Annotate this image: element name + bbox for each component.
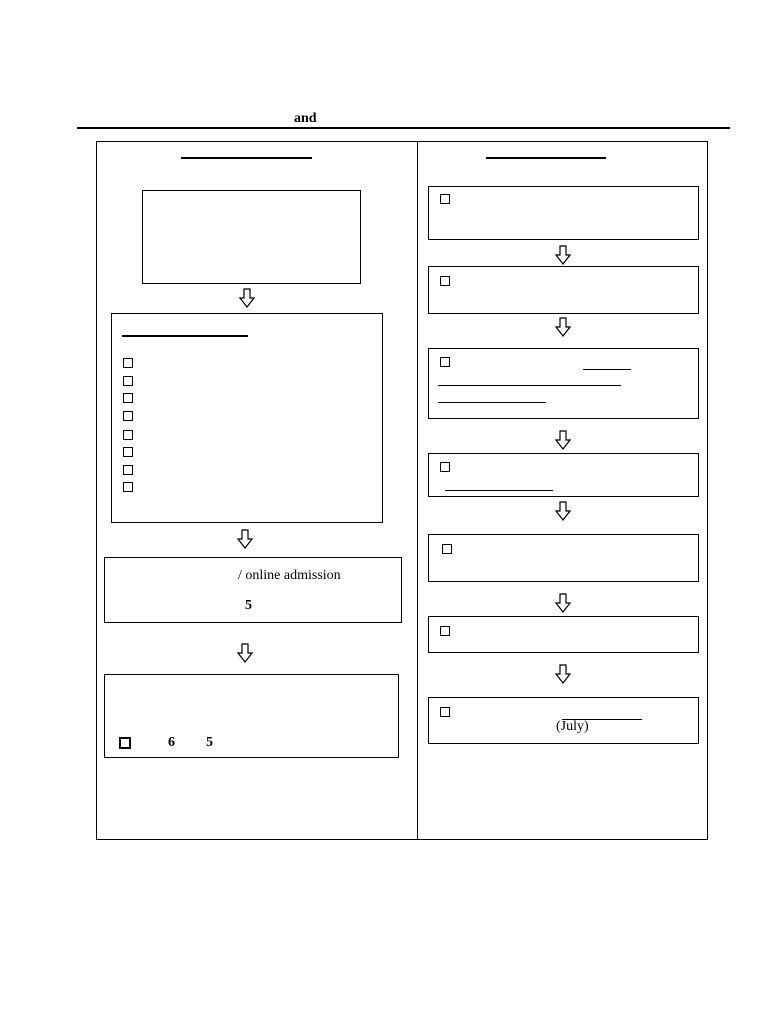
checkbox-icon[interactable] <box>123 465 133 475</box>
checkbox-icon[interactable] <box>123 358 133 368</box>
left-step-box-4 <box>104 674 399 758</box>
header-title-fragment: and <box>294 111 317 126</box>
down-arrow-icon <box>555 593 571 613</box>
down-arrow-icon <box>555 501 571 521</box>
number-b: 5 <box>206 735 213 750</box>
down-arrow-icon <box>555 245 571 265</box>
step-number: 5 <box>245 598 252 613</box>
right-step-box-7 <box>428 697 699 744</box>
checkbox-icon[interactable] <box>440 626 450 636</box>
checkbox-icon[interactable] <box>123 447 133 457</box>
checkbox-icon[interactable] <box>119 737 131 749</box>
down-arrow-icon <box>237 643 253 663</box>
fill-in-blank-line <box>438 402 546 403</box>
fill-in-blank-line <box>583 369 631 370</box>
online-admission-text: / online admission <box>238 568 341 583</box>
right-column-heading-underline <box>486 157 606 159</box>
down-arrow-icon <box>237 529 253 549</box>
number-a: 6 <box>168 735 175 750</box>
header-rule <box>77 127 730 129</box>
down-arrow-icon <box>555 430 571 450</box>
checkbox-icon[interactable] <box>123 482 133 492</box>
checkbox-icon[interactable] <box>440 707 450 717</box>
checkbox-icon[interactable] <box>123 376 133 386</box>
right-step-box-3 <box>428 348 699 419</box>
right-step-box-1 <box>428 186 699 240</box>
checkbox-icon[interactable] <box>440 357 450 367</box>
right-step-box-6 <box>428 616 699 653</box>
right-step-box-2 <box>428 266 699 314</box>
down-arrow-icon <box>555 664 571 684</box>
checkbox-icon[interactable] <box>123 393 133 403</box>
checkbox-icon[interactable] <box>123 430 133 440</box>
checkbox-icon[interactable] <box>442 544 452 554</box>
fill-in-blank-line <box>438 385 621 386</box>
right-step-box-5 <box>428 534 699 582</box>
column-divider <box>417 141 418 840</box>
down-arrow-icon <box>555 317 571 337</box>
checkbox-icon[interactable] <box>440 462 450 472</box>
down-arrow-icon <box>239 288 255 308</box>
left-column-heading-underline <box>181 157 312 159</box>
list-heading-underline <box>122 335 248 337</box>
checkbox-icon[interactable] <box>440 194 450 204</box>
left-step-box-2 <box>111 313 383 523</box>
left-step-box-3 <box>104 557 402 623</box>
fill-in-blank-line <box>445 490 553 491</box>
left-step-box-1 <box>142 190 361 284</box>
right-step-box-4 <box>428 453 699 497</box>
checkbox-icon[interactable] <box>123 411 133 421</box>
month-text: (July) <box>556 719 589 734</box>
checkbox-icon[interactable] <box>440 276 450 286</box>
